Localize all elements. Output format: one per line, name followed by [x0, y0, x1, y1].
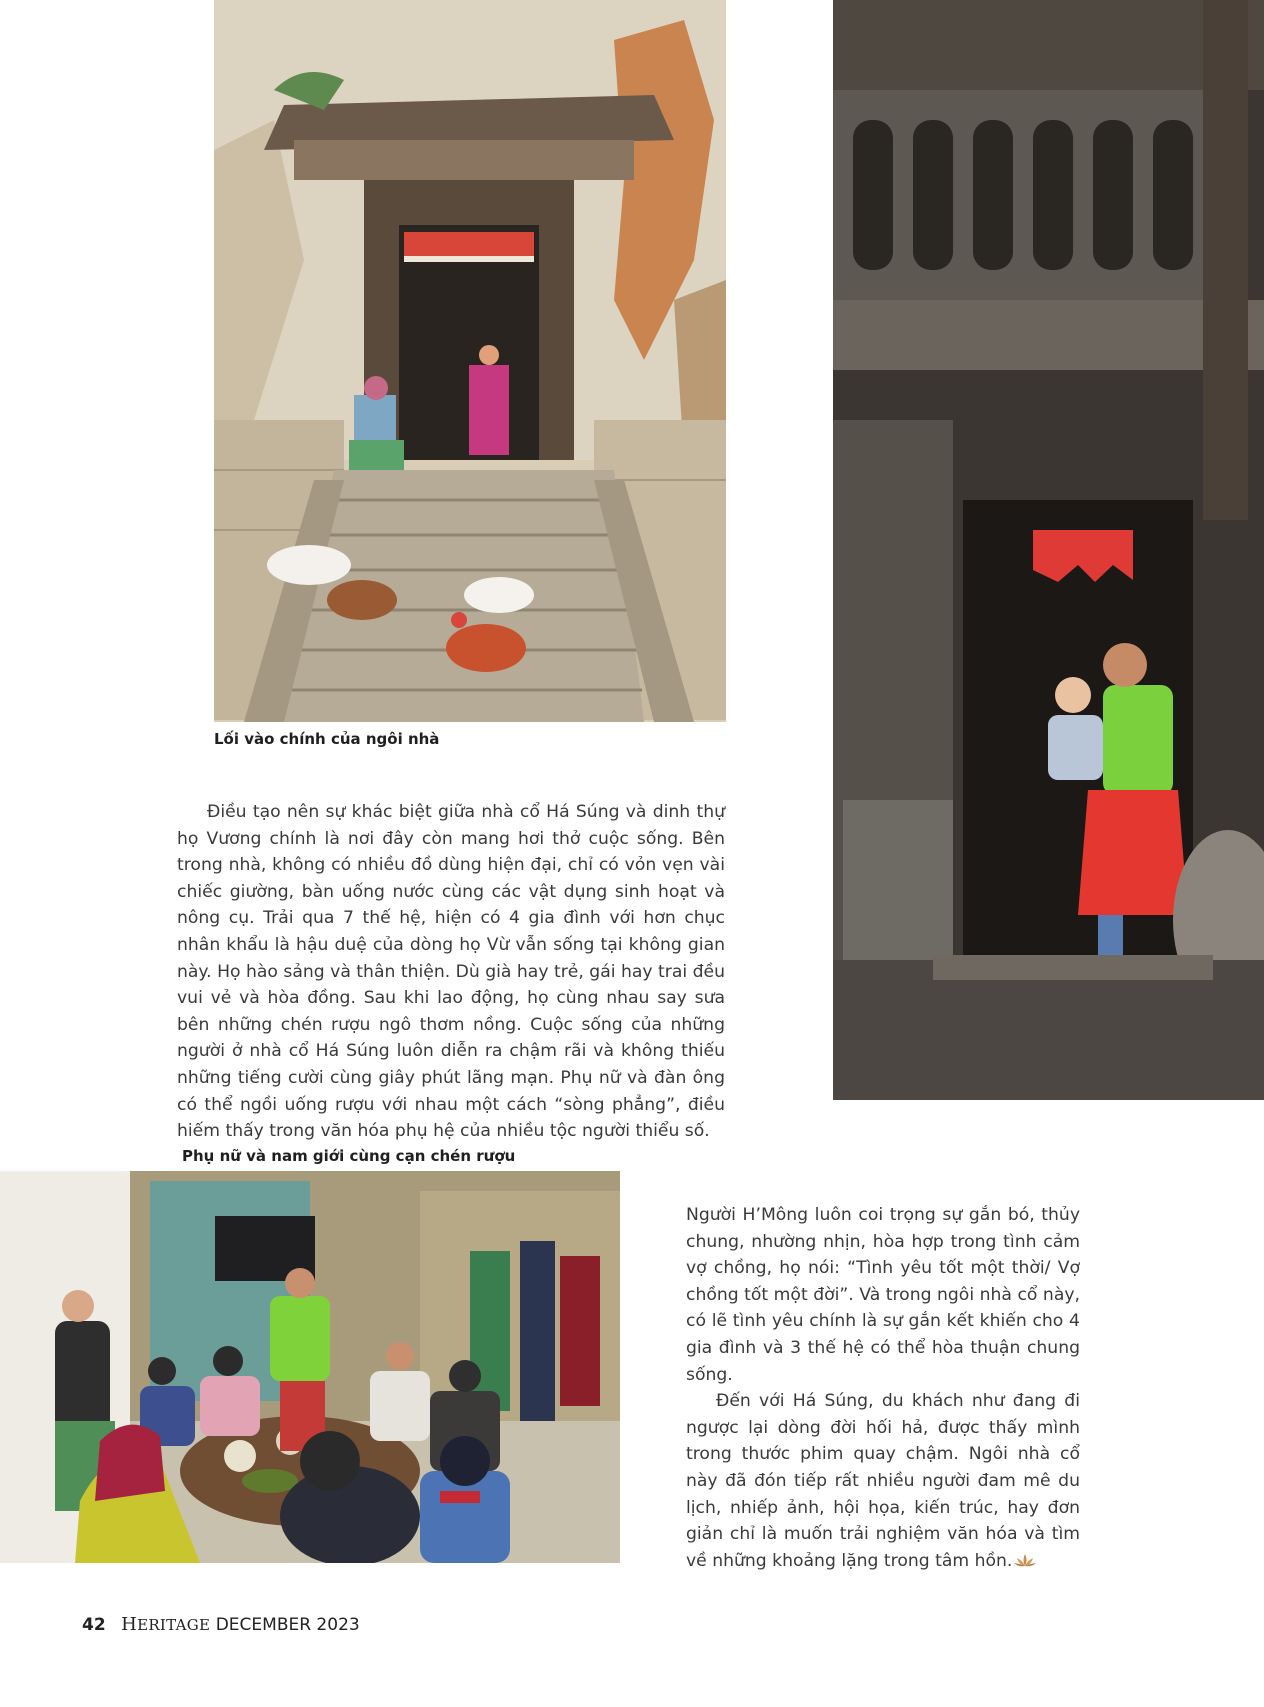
caption-entrance: Lối vào chính của ngôi nhà [214, 730, 440, 748]
photo-entrance [214, 0, 726, 722]
paragraph-1-text: Điều tạo nên sự khác biệt giữa nhà cổ Há Súng và dinh thự họ Vương chính là nơi đây còn mang hơi thở cuộc sống. Bên trong nhà, không có nhiều đồ dùng hiện đại, chỉ có vỏn vẹn vài chiếc giường, bàn uống nước cùng các vật dụng sinh hoạt và nông cụ. Trải qua 7 thế hệ, hiện có 4 gia đình với hơn chục nhân khẩu là hậu duệ của dòng họ Vừ vẫn sống tại không gian này. Họ hào sảng và thân thiện. Dù già hay trẻ, gái hay trai đều vui vẻ và hòa đồng. Sau khi lao động, họ cùng nhau say sưa bên những chén rượu ngô thơm nồng. Cuộc sống của những người ở nhà cổ Há Súng luôn diễn ra chậm rãi và không thiếu những tiếng cười cùng giây phút lãng mạn. Phụ nữ và đàn ông có thể ngồi uống rượu với nhau một cách “sòng phẳng”, điều hiếm thấy trong văn hóa phụ hệ của nhiều tộc người thiểu số. [177, 802, 725, 1142]
photo-gathering [0, 1171, 620, 1563]
paragraph-3-text: Đến với Há Súng, du khách như đang đi ngược lại dòng đời hối hả, được thấy mình trong thước phim quay chậm. Ngôi nhà cổ này đã đón tiếp rất nhiều người đam mê du lịch, nhiếp ảnh, hội họa, kiến trúc, hay đơn giản chỉ là muốn trải nghiệm văn hóa và tìm về những khoảng lặng trong tâm hồn. [686, 1391, 1080, 1571]
magazine-name [121, 1616, 210, 1634]
magazine-name-initial: H [121, 1614, 138, 1635]
paragraph-3 [686, 1388, 1080, 1574]
lotus-end-icon [1014, 1553, 1036, 1567]
photo-doorway [833, 0, 1264, 1100]
article-column-right [686, 1202, 1080, 1574]
page-number: 42 [82, 1615, 106, 1635]
magazine-name-rest: ERITAGE [137, 1616, 211, 1634]
issue-date: DECEMBER 2023 [215, 1615, 360, 1635]
paragraph-2-text: Người H’Mông luôn coi trọng sự gắn bó, thủy chung, nhường nhịn, hòa hợp trong tình cảm vợ chồng, họ nói: “Tình yêu tốt một thời/ Vợ chồng tốt một đời”. Và trong ngôi nhà cổ này, có lẽ tình yêu chính là sự gắn kết khiến cho 4 gia đình và 3 thế hệ có thể hòa thuận chung sống. [686, 1205, 1080, 1385]
article-paragraph-1 [177, 799, 725, 1145]
caption-gathering: Phụ nữ và nam giới cùng cạn chén rượu [182, 1147, 516, 1165]
page-footer [82, 1614, 360, 1635]
